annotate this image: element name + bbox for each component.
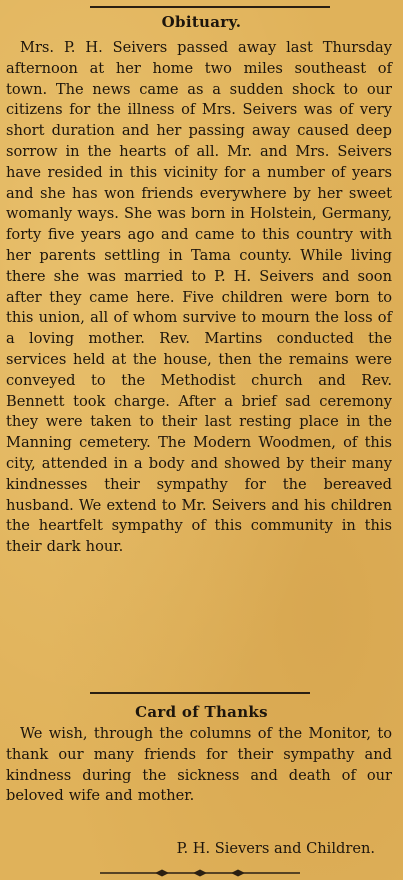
card-of-thanks-heading: Card of Thanks [135,703,268,721]
card-of-thanks-body: We wish, through the columns of the Monitor, to thank our many friends for their sympathy and kindness during the sickness and death of our beloved wife and mother. [6,725,392,805]
ornament-rule [100,869,300,877]
top-rule [90,6,330,8]
obituary-heading: Obituary. [161,13,242,31]
signature: P. H. Sievers and Children. [176,840,375,857]
obituary-body: Mrs. P. H. Seivers passed away last Thursday afternoon at her home two miles southeast of town. The news came as a sudden shock to our citizens for the illness of Mrs. Seivers was of very short duration and her passing away caused deep sorrow in the hearts of all. Mr. and Mrs. Seivers have resided in this vicinity for a number of years and she has won friends everywhere by her sweet womanly ways. She was born in Holstein, Germany, forty five years ago and came to this country with her parents settling in Tama county. While living there she was married to P. H. Seivers and soon after they came here. Five children were born to this union, all of whom survive to mourn the loss of a loving mother. Rev. Martins conducted the services held at the house, then the remains were conveyed to the Methodist church and Rev. Bennett took charge. After a brief sad ceremony they were taken to their last resting place in the Manning cemetery. The Modern Woodmen, of this city, attended in a body and showed by their many kindnesses their sympathy for the bereaved husband. We extend to Mr. Seivers and his children the heartfelt sympathy of this community in this their dark hour. [6,39,392,556]
section-divider [90,692,310,694]
